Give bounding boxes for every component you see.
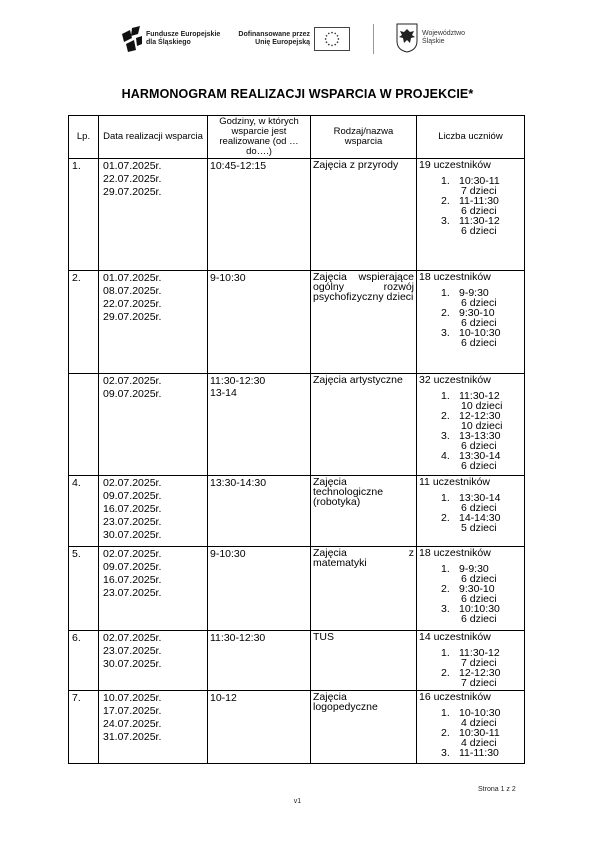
- slot-item: [441, 216, 522, 236]
- slot-number: 1.: [441, 175, 450, 187]
- slot-item: [441, 513, 522, 533]
- slot-list: [441, 708, 522, 758]
- version-label: v1: [293, 798, 302, 805]
- slot-kids: 7 dzieci: [461, 677, 497, 689]
- fe-logo-line-2: dla Śląskiego: [146, 39, 191, 46]
- header-lp: Lp.: [69, 116, 99, 159]
- row-hours: [208, 547, 311, 631]
- hours-range: 9-10:30: [210, 272, 246, 284]
- date: 30.07.2025r.: [103, 658, 162, 670]
- row-dates: [99, 271, 208, 374]
- slot-kids: 6 dzieci: [461, 613, 497, 625]
- slot-kids: 5 dzieci: [461, 522, 497, 534]
- slot-item: [441, 493, 522, 513]
- slot-kids: 4 dzieci: [461, 737, 497, 749]
- fe-logo: [118, 24, 222, 54]
- page-number: Strona 1 z 2: [478, 786, 516, 793]
- row-type: Zajęcia wspierające ogólny rozwój psychofizyczny dzieci: [311, 271, 417, 374]
- date: 22.07.2025r.: [103, 173, 162, 185]
- slot-item: [441, 564, 522, 584]
- slot-kids: 4 dzieci: [461, 717, 497, 729]
- students-count: 11 uczestników: [419, 476, 491, 488]
- slot-list: [441, 288, 522, 348]
- slot-kids: 6 dzieci: [461, 573, 497, 585]
- slot-number: 2.: [441, 512, 450, 524]
- slot-item: [441, 708, 522, 728]
- type-word: matematyki: [313, 557, 367, 569]
- table-row: [69, 271, 525, 374]
- slot-item: [441, 196, 522, 216]
- logo-divider: [373, 24, 374, 54]
- date: 24.07.2025r.: [103, 718, 162, 730]
- date: 23.07.2025r.: [103, 587, 162, 599]
- date: 02.07.2025r.: [103, 477, 162, 489]
- row-dates: [99, 476, 208, 547]
- table-row: [69, 631, 525, 691]
- slot-list: [441, 648, 522, 688]
- slot-kids: 6 dzieci: [461, 460, 497, 472]
- row-lp: [69, 374, 99, 476]
- row-students: [417, 159, 525, 271]
- row-lp: 6.: [69, 631, 99, 691]
- eu-logo: [232, 24, 352, 54]
- slot-kids: 6 dzieci: [461, 297, 497, 309]
- slot-number: 1.: [441, 563, 450, 575]
- slot-item: [441, 411, 522, 431]
- row-type: Zajęcia technologiczne (robotyka): [311, 476, 417, 547]
- slot-time: 10:10:30: [459, 603, 500, 615]
- row-lp: 7.: [69, 691, 99, 764]
- hours-range: 13-14: [210, 387, 237, 399]
- slot-item: [441, 328, 522, 348]
- date: 01.07.2025r.: [103, 160, 162, 172]
- slot-time: 11-11:30: [459, 195, 499, 207]
- row-type: TUS: [311, 631, 417, 691]
- date: 08.07.2025r.: [103, 285, 162, 297]
- date: 02.07.2025r.: [103, 375, 162, 387]
- slot-time: 10:30-11: [459, 727, 500, 739]
- row-hours: [208, 691, 311, 764]
- slot-number: 1.: [441, 707, 450, 719]
- hours-range: 9-10:30: [210, 548, 246, 560]
- slot-kids: 6 dzieci: [461, 317, 497, 329]
- slot-list: [441, 391, 522, 471]
- slot-item: [441, 728, 522, 748]
- date: 09.07.2025r.: [103, 490, 162, 502]
- row-dates: [99, 691, 208, 764]
- date: 09.07.2025r.: [103, 561, 162, 573]
- slot-number: 2.: [441, 667, 450, 679]
- date: 23.07.2025r.: [103, 516, 162, 528]
- date: 17.07.2025r.: [103, 705, 162, 717]
- row-hours: [208, 159, 311, 271]
- slot-kids: 6 dzieci: [461, 225, 497, 237]
- logo-bar: [0, 18, 595, 62]
- row-lp: 1.: [69, 159, 99, 271]
- row-hours: [208, 374, 311, 476]
- slot-item: [441, 391, 522, 411]
- slot-time: 13:30-14: [459, 492, 501, 504]
- slot-kids: 6 dzieci: [461, 593, 497, 605]
- date: 29.07.2025r.: [103, 186, 162, 198]
- slot-number: 1.: [441, 390, 450, 402]
- slot-kids: 7 dzieci: [461, 185, 497, 197]
- document-title: HARMONOGRAM REALIZACJI WSPARCIA W PROJEKCIE*: [121, 87, 474, 101]
- students-count: 18 uczestników: [419, 547, 491, 559]
- students-count: 14 uczestników: [419, 631, 491, 643]
- slot-item: [441, 308, 522, 328]
- silesia-eagle-crest-icon: [396, 23, 418, 53]
- slot-time: 9:30-10: [459, 307, 495, 319]
- silesia-logo-line-2: Śląskie: [422, 38, 445, 45]
- slot-item: [441, 451, 522, 471]
- table-row: [69, 374, 525, 476]
- table-row: [69, 476, 525, 547]
- slot-time: 14-14:30: [459, 512, 501, 524]
- slot-list: [441, 176, 522, 236]
- date: 30.07.2025r.: [103, 529, 162, 541]
- students-count: 16 uczestników: [419, 691, 491, 703]
- date: 02.07.2025r.: [103, 548, 162, 560]
- slot-item: [441, 584, 522, 604]
- row-dates: [99, 631, 208, 691]
- header-type: Rodzaj/nazwa wsparcia: [311, 116, 417, 159]
- slot-time: 11:30-12: [459, 647, 500, 659]
- slot-time: 11:30-12: [459, 215, 500, 227]
- date: 09.07.2025r.: [103, 388, 162, 400]
- date: 02.07.2025r.: [103, 632, 162, 644]
- table-header-row: [69, 116, 525, 159]
- slot-time: 11:30-12: [459, 390, 500, 402]
- slot-kids: 10 dzieci: [461, 400, 503, 412]
- slot-item: [441, 288, 522, 308]
- fe-logo-line-1: Fundusze Europejskie: [146, 31, 221, 38]
- date: 10.07.2025r.: [103, 692, 162, 704]
- eu-logo-line-1: Dofinansowane przez: [238, 31, 310, 38]
- row-students: [417, 691, 525, 764]
- slot-time: 13-13:30: [459, 430, 501, 442]
- slot-time: 10-10:30: [459, 327, 501, 339]
- slot-kids: 6 dzieci: [461, 337, 497, 349]
- slot-time: 10:30-11: [459, 175, 500, 187]
- slot-item: [441, 668, 522, 688]
- students-count: 18 uczestników: [419, 271, 491, 283]
- date: 29.07.2025r.: [103, 311, 162, 323]
- row-hours: [208, 271, 311, 374]
- row-students: [417, 476, 525, 547]
- row-students: [417, 271, 525, 374]
- table-row: [69, 159, 525, 271]
- slot-time: 10-10:30: [459, 707, 501, 719]
- row-lp: 5.: [69, 547, 99, 631]
- slot-time: 13:30-14: [459, 450, 501, 462]
- table-row: [69, 547, 525, 631]
- slot-number: 2.: [441, 727, 450, 739]
- date: 16.07.2025r.: [103, 574, 162, 586]
- row-students: [417, 547, 525, 631]
- date: 01.07.2025r.: [103, 272, 162, 284]
- slot-number: 3.: [441, 215, 450, 227]
- row-hours: [208, 476, 311, 547]
- hours-range: 10:45-12:15: [210, 160, 267, 172]
- header-hours: Godziny, w których wsparcie jest realizowane (od … do….): [208, 116, 311, 159]
- slot-number: 2.: [441, 195, 450, 207]
- row-students: [417, 374, 525, 476]
- slot-item: [441, 176, 522, 196]
- slot-item: [441, 748, 522, 758]
- slot-time: 9:30-10: [459, 583, 495, 595]
- slot-time: 11-11:30: [459, 747, 499, 759]
- date: 16.07.2025r.: [103, 503, 162, 515]
- row-lp: 4.: [69, 476, 99, 547]
- date: 31.07.2025r.: [103, 731, 162, 743]
- slot-number: 2.: [441, 583, 450, 595]
- slot-kids: 6 dzieci: [461, 502, 497, 514]
- slot-number: 3.: [441, 327, 450, 339]
- slot-time: 9-9:30: [459, 563, 489, 575]
- silesia-logo: [396, 23, 496, 55]
- date: 23.07.2025r.: [103, 645, 162, 657]
- slot-number: 1.: [441, 287, 450, 299]
- slot-kids: 6 dzieci: [461, 440, 497, 452]
- slot-time: 9-9:30: [459, 287, 489, 299]
- row-hours: [208, 631, 311, 691]
- row-type: Zajęcia artystyczne: [311, 374, 417, 476]
- row-lp: 2.: [69, 271, 99, 374]
- students-count: 19 uczestników: [419, 159, 491, 171]
- hours-range: 11:30-12:30: [210, 375, 266, 387]
- slot-number: 2.: [441, 307, 450, 319]
- row-type: [311, 547, 417, 631]
- slot-number: 3.: [441, 430, 450, 442]
- slot-number: 1.: [441, 647, 450, 659]
- slot-kids: 10 dzieci: [461, 420, 503, 432]
- row-dates: [99, 374, 208, 476]
- row-type: Zajęcia logopedyczne: [311, 691, 417, 764]
- silesia-logo-line-1: Województwo: [422, 30, 466, 37]
- slot-kids: 6 dzieci: [461, 205, 497, 217]
- table-row: [69, 691, 525, 764]
- slot-kids: 7 dzieci: [461, 657, 497, 669]
- row-type: Zajęcia z przyrody: [311, 159, 417, 271]
- eu-flag-icon: [314, 27, 350, 51]
- slot-number: 3.: [441, 603, 450, 615]
- row-students: [417, 631, 525, 691]
- slot-list: [441, 564, 522, 624]
- header-students: Liczba uczniów: [417, 116, 525, 159]
- hours-range: 13:30-14:30: [210, 477, 267, 489]
- slot-number: 1.: [441, 492, 450, 504]
- slot-item: [441, 604, 522, 624]
- students-count: 32 uczestników: [419, 374, 491, 386]
- date: 22.07.2025r.: [103, 298, 162, 310]
- slot-item: [441, 431, 522, 451]
- row-dates: [99, 159, 208, 271]
- slot-number: 4.: [441, 450, 450, 462]
- type-word: z: [408, 547, 414, 559]
- header-date: Data realizacji wsparcia: [99, 116, 208, 159]
- slot-number: 2.: [441, 410, 450, 422]
- slot-time: 12-12:30: [459, 667, 501, 679]
- fe-logo-icon: [118, 24, 144, 54]
- type-word: Zajęcia: [313, 547, 347, 559]
- slot-number: 3.: [441, 747, 450, 759]
- slot-time: 12-12:30: [459, 410, 501, 422]
- row-dates: [99, 547, 208, 631]
- schedule-table: [68, 115, 525, 764]
- slot-item: [441, 648, 522, 668]
- eu-logo-line-2: Unię Europejską: [255, 39, 310, 46]
- hours-range: 11:30-12:30: [210, 632, 266, 644]
- slot-list: [441, 493, 522, 533]
- hours-range: 10-12: [210, 692, 237, 704]
